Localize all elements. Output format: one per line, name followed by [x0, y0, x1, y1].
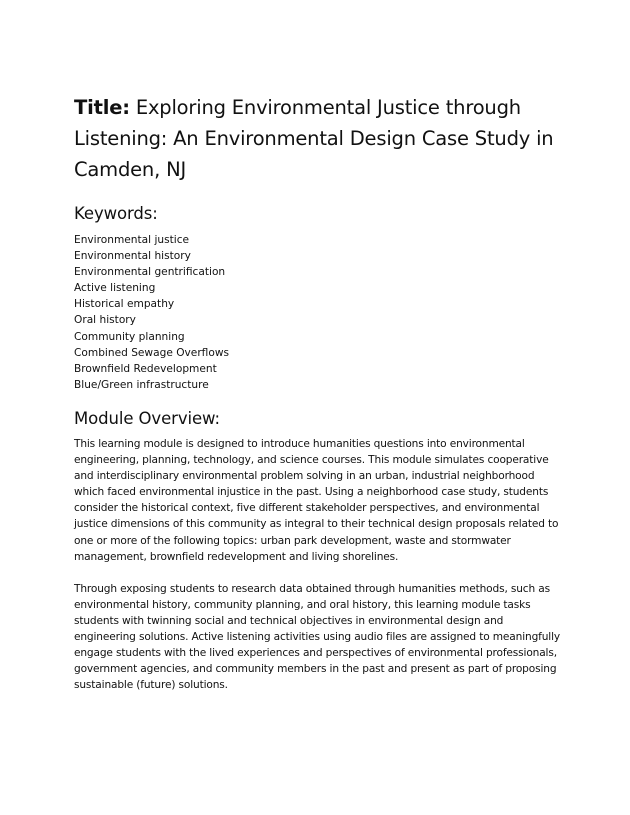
overview-paragraph: This learning module is designed to introduce humanities questions into environmental engineering, planning, technology, and science courses. This module simulates cooperative and interdisciplinary environmental problem solving in an urban, industrial neighborhood which faced environmental injustice in the past. Using a neighborhood case study, students consider the historical context, five different stakeholder perspectives, and environmental justice dimensions of this community as integral to their technical design proposals related to one or more of the following topics: urban park development, waste and stormwater management, brownfield redevelopment and living shorelines. — [74, 437, 559, 563]
module-overview-heading: Module Overview: — [74, 408, 220, 428]
keyword-item: Environmental justice — [74, 234, 190, 246]
keyword-item: Environmental history — [74, 250, 191, 263]
title-label: Title: — [74, 96, 130, 119]
keyword-item: Oral history — [74, 314, 136, 327]
keyword-item: Community planning — [74, 330, 185, 343]
keywords-list — [74, 232, 560, 393]
keywords-heading: Keywords: — [74, 204, 158, 223]
keyword-item: Blue/Green infrastructure — [74, 378, 209, 391]
keyword-item: Active listening — [74, 282, 156, 295]
keyword-item: Combined Sewage Overflows — [74, 346, 230, 359]
keyword-item: Environmental gentrification — [74, 266, 226, 279]
keyword-item: Brownfield Redevelopment — [74, 362, 217, 375]
document-title — [74, 92, 560, 185]
document-page — [74, 92, 560, 693]
title-text: Exploring Environmental Justice through Listening: An Environmental Design Case Study in Camden, NJ — [74, 96, 554, 181]
overview-paragraph: Through exposing students to research data obtained through humanities methods, such as environmental history, community planning, and oral history, this learning module tasks students with twinning social and technical objectives in environmental design and engineering solutions. Active listening activities using audio files are assigned to meaningfully engage students with the lived experiences and perspectives of environmental professionals, government agencies, and community members in the past and present as part of proposing sustainable (future) solutions. — [74, 582, 560, 692]
keyword-item: Historical empathy — [74, 298, 175, 311]
